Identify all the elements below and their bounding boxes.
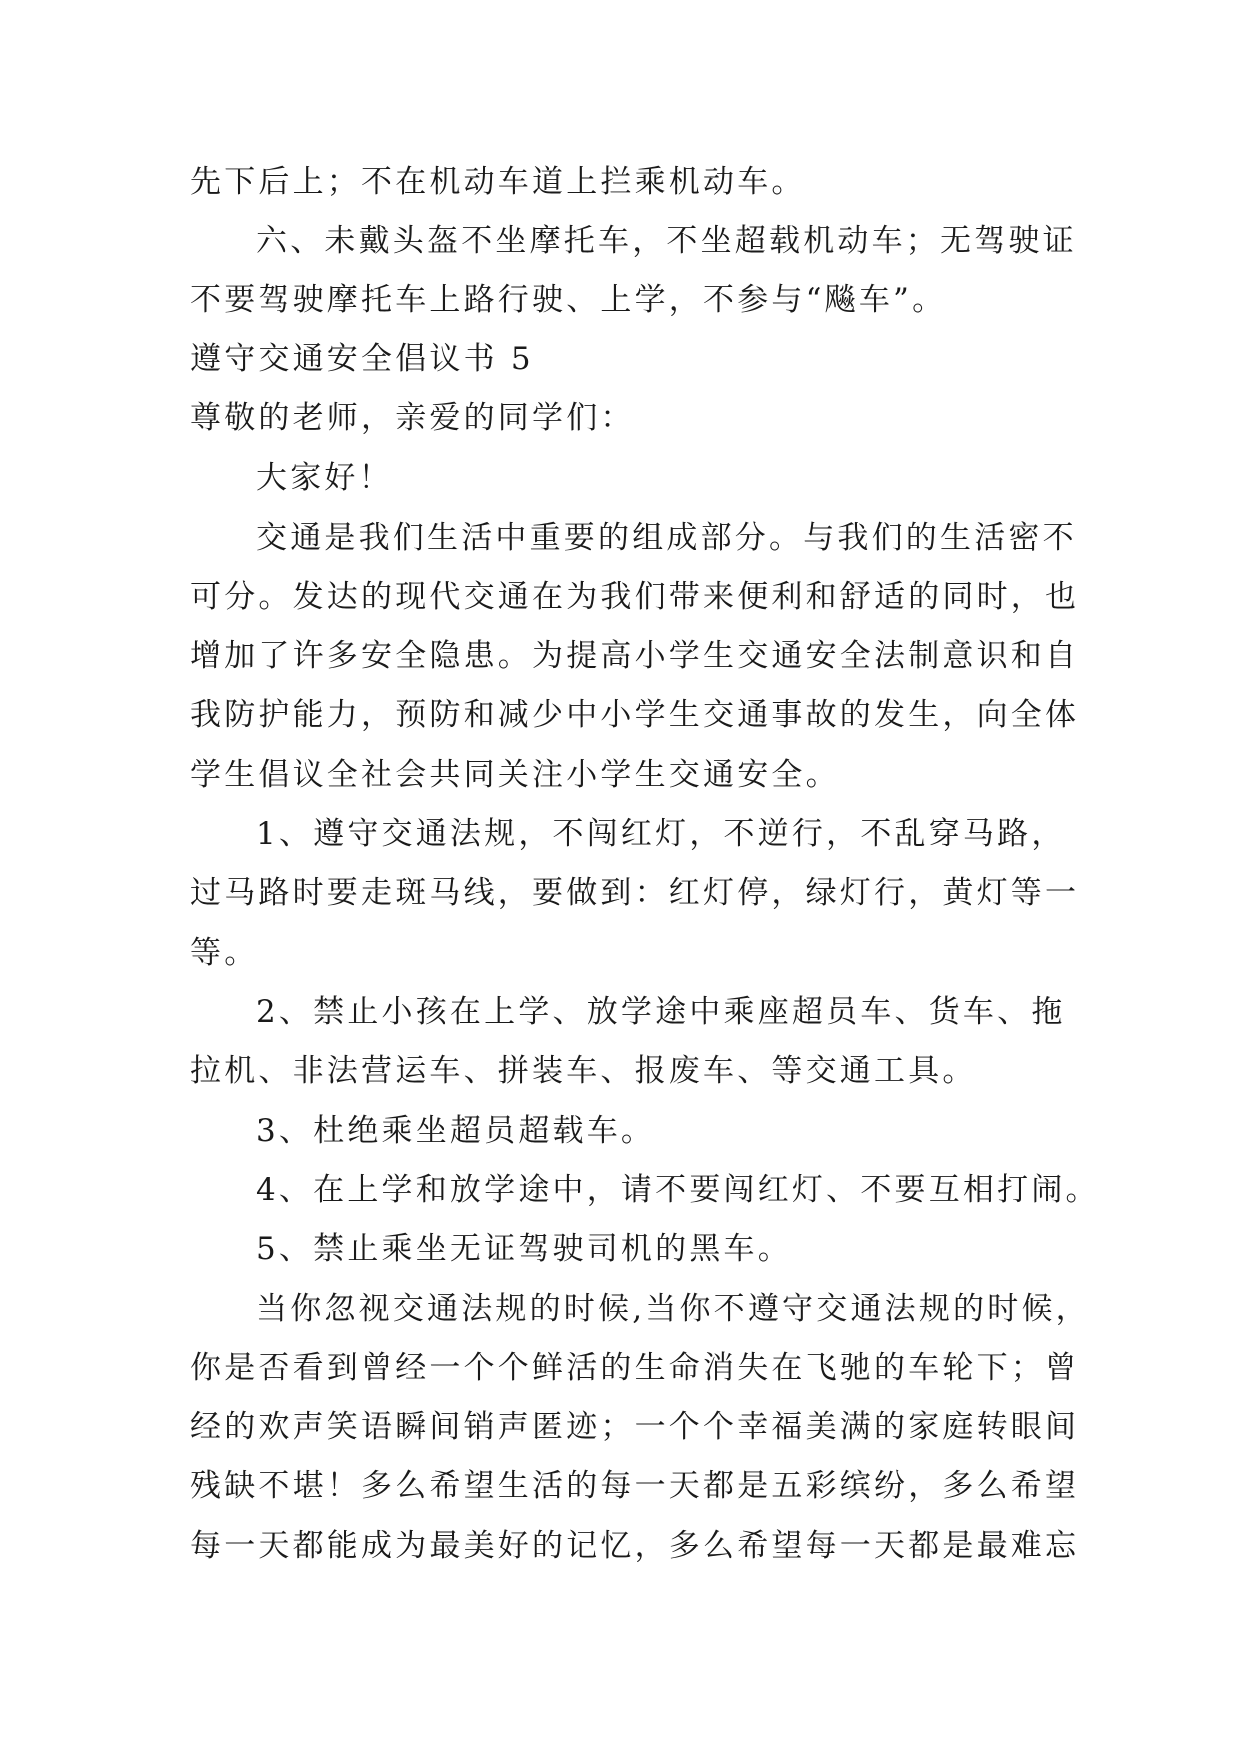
text-line: 当你忽视交通法规的时候,当你不遵守交通法规的时候， xyxy=(256,1291,1090,1327)
text-line: 学生倡议全社会共同关注小学生交通安全。 xyxy=(190,757,840,793)
text-line: 交通是我们生活中重要的组成部分。与我们的生活密不 xyxy=(256,520,1077,556)
text-line: 我防护能力，预防和减少中小学生交通事故的发生，向全体 xyxy=(190,697,1080,733)
list-item: 1、遵守交通法规，不闯红灯，不逆行，不乱穿马路， xyxy=(256,816,1066,852)
text-line: 等。 xyxy=(190,935,259,971)
text-line: 你是否看到曾经一个个鲜活的生命消失在飞驰的车轮下；曾 xyxy=(190,1350,1080,1386)
text-line: 残缺不堪！多么希望生活的每一天都是五彩缤纷，多么希望 xyxy=(190,1468,1080,1504)
text-line: 增加了许多安全隐患。为提高小学生交通安全法制意识和自 xyxy=(190,638,1080,674)
list-item: 2、禁止小孩在上学、放学途中乘座超员车、货车、拖 xyxy=(256,994,1066,1030)
salutation: 尊敬的老师，亲爱的同学们： xyxy=(190,400,635,436)
list-item: 3、杜绝乘坐超员超载车。 xyxy=(256,1113,656,1149)
text-line: 经的欢声笑语瞬间销声匿迹；一个个幸福美满的家庭转眼间 xyxy=(190,1409,1080,1445)
text-line: 过马路时要走斑马线，要做到：红灯停，绿灯行，黄灯等一 xyxy=(190,875,1080,911)
text-line: 六、未戴头盔不坐摩托车，不坐超载机动车；无驾驶证 xyxy=(256,223,1077,259)
text-line: 拉机、非法营运车、拼装车、报废车、等交通工具。 xyxy=(190,1053,977,1089)
section-title: 遵守交通安全倡议书 5 xyxy=(190,341,534,377)
list-item: 4、在上学和放学途中，请不要闯红灯、不要互相打闹。 xyxy=(256,1172,1100,1208)
text-line: 先下后上；不在机动车道上拦乘机动车。 xyxy=(190,164,806,200)
text-line: 不要驾驶摩托车上路行驶、上学，不参与“飚车”。 xyxy=(190,282,947,318)
list-item: 5、禁止乘坐无证驾驶司机的黑车。 xyxy=(256,1231,792,1267)
text-line: 每一天都能成为最美好的记忆，多么希望每一天都是最难忘 xyxy=(190,1528,1080,1564)
text-line: 可分。发达的现代交通在为我们带来便利和舒适的同时，也 xyxy=(190,579,1080,615)
greeting: 大家好！ xyxy=(256,460,393,496)
